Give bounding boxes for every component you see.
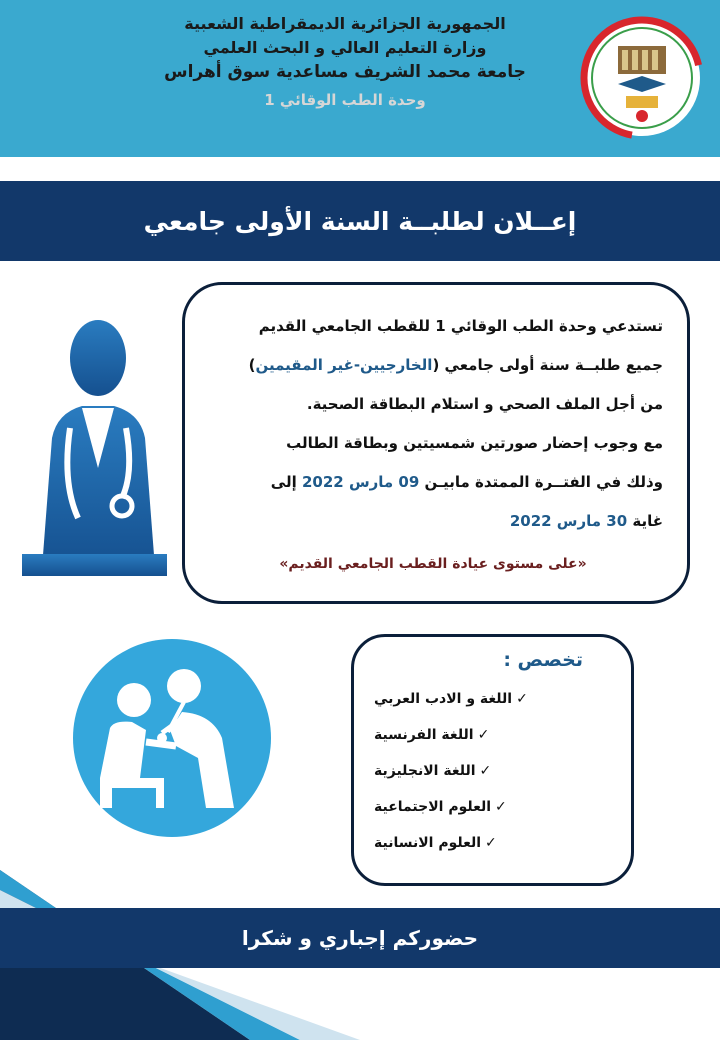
specialization-label: اللغة الفرنسية: [374, 727, 474, 743]
check-icon: ✓: [516, 691, 528, 707]
list-item: [374, 681, 609, 717]
notice-box: [182, 282, 690, 604]
announcement-title: إعــلان لطلبــة السنة الأولى جامعي: [143, 206, 577, 236]
footer-text: حضوركم إجباري و شكرا: [241, 926, 479, 950]
university-logo: [578, 14, 706, 142]
specializations-title: تخصص :: [503, 649, 583, 671]
notice-start-date: 09 مارس 2022: [301, 473, 420, 491]
specialization-label: اللغة و الادب العربي: [374, 691, 513, 707]
notice-line-2-start: جميع طلبــة سنة أولى جامعي (: [432, 356, 663, 374]
list-item: [374, 789, 609, 825]
notice-line-6-start: غاية: [627, 512, 663, 530]
notice-line-2: [203, 346, 663, 385]
header-ministry: وزارة التعليم العالي و البحث العلمي: [203, 38, 487, 57]
notice-line-6: [203, 502, 663, 541]
list-item: [374, 717, 609, 753]
notice-line-5-end: إلى: [270, 473, 302, 491]
footer-bar: [0, 908, 720, 968]
header-university: جامعة محمد الشريف مساعدية سوق أهراس: [164, 62, 526, 82]
notice-line-5: [203, 463, 663, 502]
header-text: [120, 12, 570, 112]
list-item: [374, 825, 609, 861]
check-icon: ✓: [477, 727, 490, 743]
notice-line-5-start: وذلك في الفتــرة الممتدة مابيـن: [419, 473, 663, 491]
check-icon: ✓: [495, 799, 507, 815]
notice-end-date: 30 مارس 2022: [509, 512, 628, 530]
specialization-label: العلوم الانسانية: [374, 835, 482, 851]
specializations-box: [351, 634, 634, 886]
doctor-icon: [22, 318, 167, 580]
notice-line-1: تستدعي وحدة الطب الوقائي 1 للقطب الجامعي القديم: [258, 317, 663, 335]
specializations-list: [374, 681, 609, 861]
check-icon: ✓: [479, 763, 492, 779]
medical-exam-icon: [72, 638, 272, 838]
header-unit: وحدة الطب الوقائي 1: [264, 91, 426, 109]
list-item: [374, 753, 609, 789]
header-republic: الجمهورية الجزائرية الديمقراطية الشعبية: [184, 14, 506, 33]
announcement-banner: [0, 181, 720, 261]
notice-line-2-end: ): [248, 356, 256, 374]
header: [0, 0, 720, 157]
specialization-label: اللغة الانجليزية: [374, 763, 476, 779]
notice-location: «على مستوى عيادة القطب الجامعي القديم»: [279, 556, 587, 572]
specialization-label: العلوم الاجتماعية: [374, 799, 492, 815]
notice-line-3: من أجل الملف الصحي و استلام البطاقة الصحية.: [306, 395, 663, 413]
notice-line-4: مع وجوب إحضار صورتين شمسيتين وبطاقة الطالب: [286, 434, 663, 452]
notice-line-2-highlight: الخارجيين-غير المقيمين: [255, 356, 433, 374]
check-icon: ✓: [485, 835, 497, 851]
